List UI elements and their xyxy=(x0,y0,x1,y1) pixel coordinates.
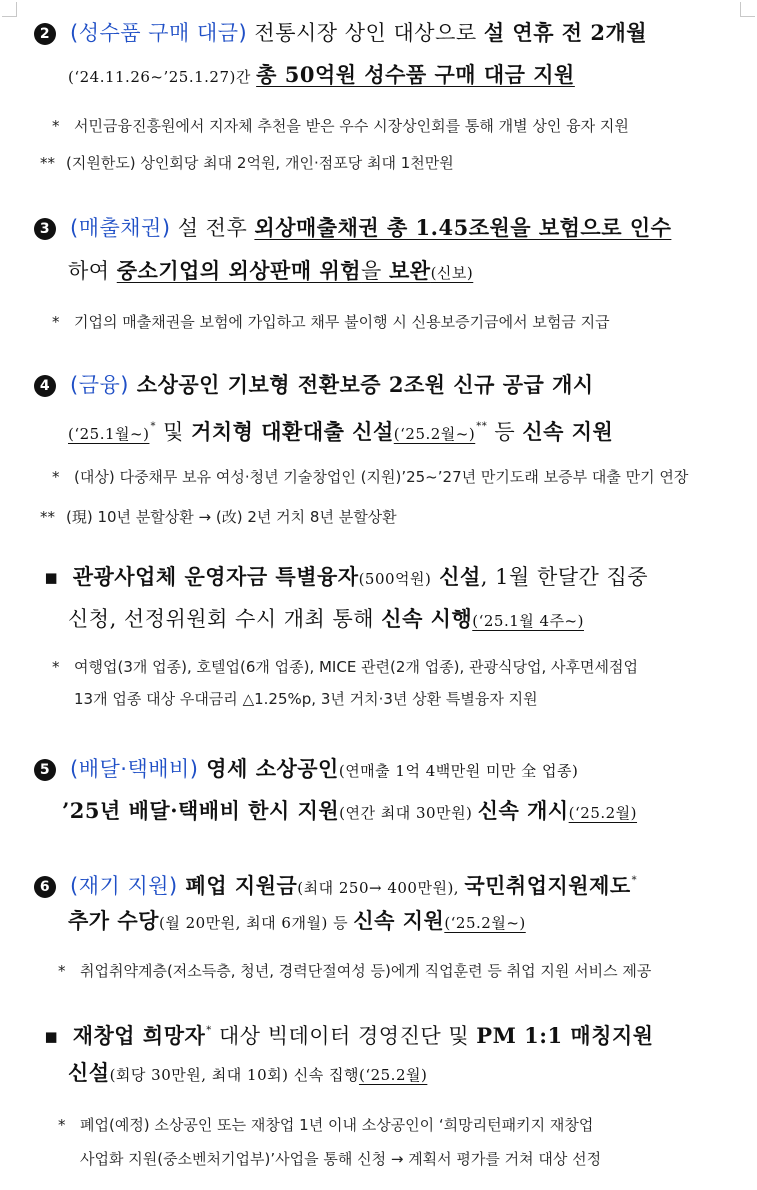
tourism-line-1: ▪ 관광사업체 운영자금 특별융자(500억원) 신설, 1월 한달간 집중 xyxy=(44,564,649,589)
section-number-2-icon: 2 xyxy=(34,23,56,45)
section-4-line-1: 4 (금융) 소상공인 기보형 전환보증 2조원 신규 공급 개시 xyxy=(34,370,594,400)
section-2-line-2: (‘24.11.26~’25.1.27)간 총 50억원 성수품 구매 대금 지원 xyxy=(68,62,575,87)
section-4-line-2: (‘25.1월~)* 및 거치형 대환대출 신설(‘25.2월~)** 등 신속 지원 xyxy=(68,419,614,444)
section-3-line-1: 3 (매출채권) 설 전후 외상매출채권 총 1.45조원을 보험으로 인수 xyxy=(34,213,671,243)
section-4-note-1: * (대상) 다중채무 보유 여성·청년 기술창업인 (지원)’25~’27년 만기도래 보증부 대출 만기 연장 xyxy=(52,468,689,486)
section-2-note-2: ** (지원한도) 상인회당 최대 2억원, 개인·점포당 최대 1천만원 xyxy=(40,154,454,172)
section-number-6-icon: 6 xyxy=(34,876,56,898)
tourism-note-1: * 여행업(3개 업종), 호텔업(6개 업종), MICE 관련(2개 업종), 관광식당업, 사후면세점업 xyxy=(52,658,638,676)
restart-line-2: 신설(회당 30만원, 최대 10회) 신속 집행(‘25.2월) xyxy=(68,1060,428,1085)
section-number-5-icon: 5 xyxy=(34,759,56,781)
tourism-line-2: 신청, 선정위원회 수시 개최 통해 신속 시행(‘25.1월 4주~) xyxy=(68,606,584,631)
restart-line-1: ▪ 재창업 희망자* 대상 빅데이터 경영진단 및 PM 1:1 매칭지원 xyxy=(44,1023,654,1048)
section-3-tag: (매출채권) xyxy=(70,216,171,240)
section-6-line-1: 6 (재기 지원) 폐업 지원금(최대 250→ 400만원), 국민취업지원제도* xyxy=(34,866,637,903)
page-corner-mark xyxy=(2,2,17,17)
tourism-note-1-cont: 13개 업종 대상 우대금리 △1.25%p, 3년 거치·3년 상환 특별융자 지원 xyxy=(74,690,538,708)
section-5-line-1: 5 (배달·택배비) 영세 소상공인(연매출 1억 4백만원 미만 全 업종) xyxy=(34,754,578,786)
section-5-line-2: ’25년 배달·택배비 한시 지원(연간 최대 30만원) 신속 개시(‘25.2월) xyxy=(62,798,638,823)
section-6-tag: (재기 지원) xyxy=(70,874,178,898)
section-6-note-1: * 취업취약계층(저소득층, 청년, 경력단절여성 등)에게 직업훈련 등 취업 지원 서비스 제공 xyxy=(58,962,652,980)
section-2-line-1: 2 (성수품 구매 대금) 전통시장 상인 대상으로 설 연휴 전 2개월 xyxy=(34,18,647,48)
square-bullet-icon: ▪ xyxy=(44,565,59,589)
page-corner-mark xyxy=(740,2,755,17)
restart-note-1-cont: 사업화 지원(중소벤처기업부)’사업을 통해 신청 → 계획서 평가를 거쳐 대상 선정 xyxy=(80,1150,602,1168)
section-3-line-2: 하여 중소기업의 외상판매 위험을 보완(신보) xyxy=(68,258,474,283)
restart-note-1: * 폐업(예정) 소상공인 또는 재창업 1년 이내 소상공인이 ‘희망리턴패키지 재창업 xyxy=(58,1116,594,1134)
section-4-tag: (금융) xyxy=(70,373,129,397)
section-3-note-1: * 기업의 매출채권을 보험에 가입하고 채무 불이행 시 신용보증기금에서 보험금 지급 xyxy=(52,313,610,331)
section-2-tag: (성수품 구매 대금) xyxy=(70,21,248,45)
square-bullet-icon: ▪ xyxy=(44,1024,59,1048)
section-number-4-icon: 4 xyxy=(34,375,56,397)
section-6-line-2: 추가 수당(월 20만원, 최대 6개월) 등 신속 지원(‘25.2월~) xyxy=(68,908,526,933)
section-number-3-icon: 3 xyxy=(34,218,56,240)
section-4-note-2: ** (現) 10년 분할상환 → (改) 2년 거치 8년 분할상환 xyxy=(40,508,397,526)
section-5-tag: (배달·택배비) xyxy=(70,757,199,781)
section-2-note-1: * 서민금융진흥원에서 지자체 추천을 받은 우수 시장상인회를 통해 개별 상인 융자 지원 xyxy=(52,117,629,135)
